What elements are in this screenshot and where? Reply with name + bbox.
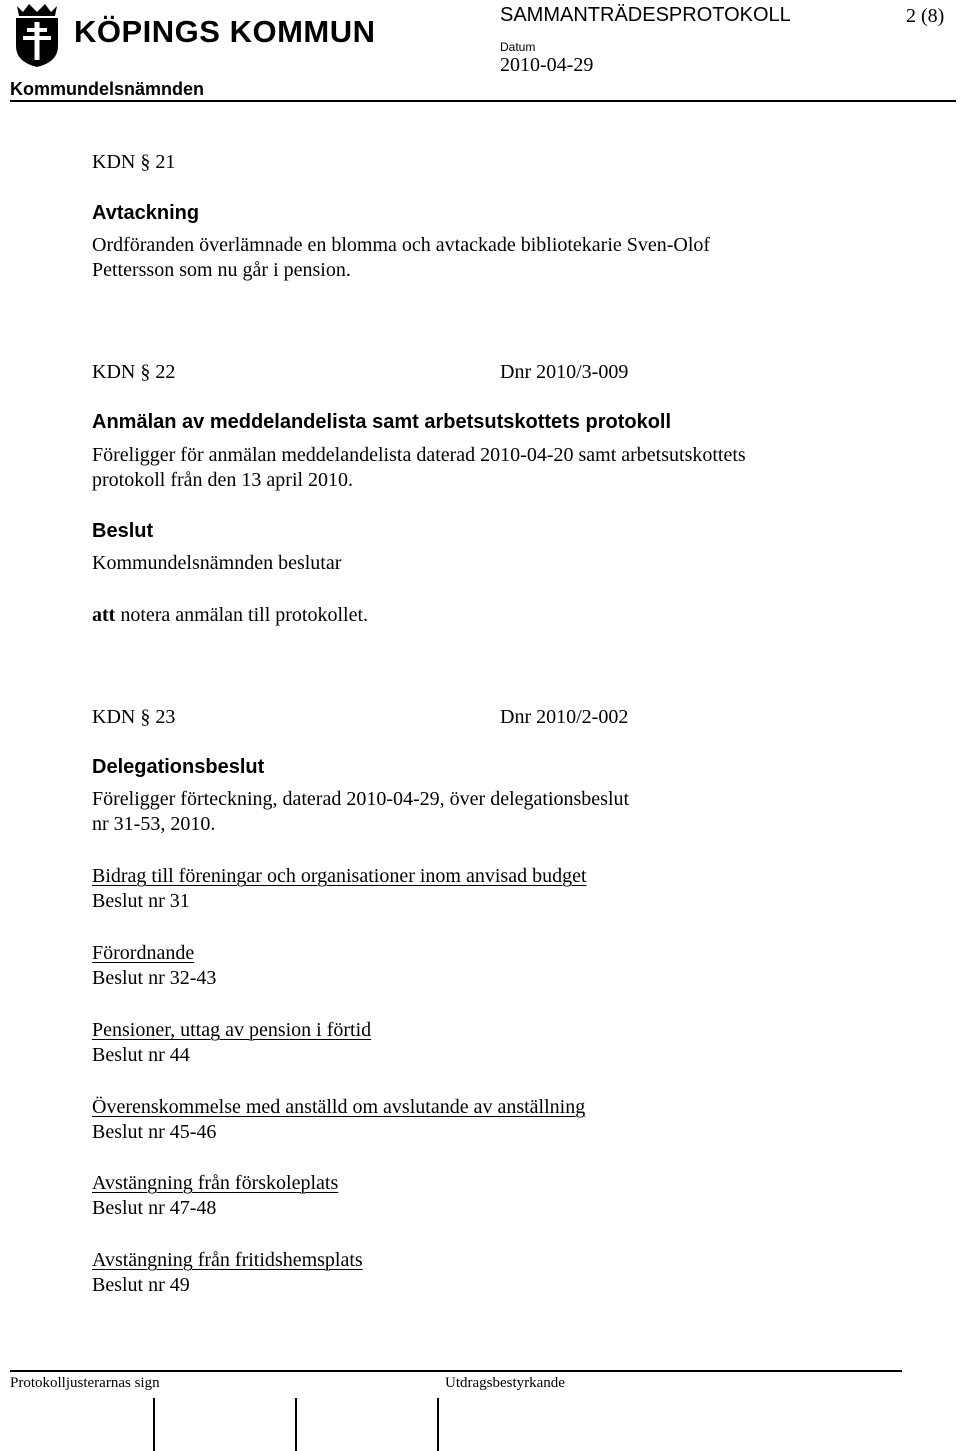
delegation-item-5-heading: Avstängning från förskoleplats [92, 1172, 339, 1194]
kdn21-text-line-2: Pettersson som nu går i pension. [92, 259, 351, 281]
coat-of-arms-icon [14, 2, 60, 68]
kdn23-title: Delegationsbeslut [92, 756, 265, 778]
header-rule [10, 100, 956, 102]
kdn22-text-line-1: Föreligger för anmälan meddelandelista daterad 2010-04-20 samt arbetsutskottets [92, 444, 746, 466]
delegation-item-1-heading: Bidrag till föreningar och organisationer inom anvisad budget [92, 865, 587, 887]
page-number: 2 (8) [906, 5, 945, 27]
kdn22-dnr: Dnr 2010/3-009 [500, 361, 629, 383]
kdn22-text-line-2: protokoll från den 13 april 2010. [92, 469, 354, 491]
kdn22-decision [92, 603, 368, 628]
delegation-item-3-heading: Pensioner, uttag av pension i förtid [92, 1019, 372, 1041]
kdn23-text-line-1: Föreligger förteckning, daterad 2010-04-29, över delegationsbeslut [92, 788, 630, 810]
delegation-item-6-heading: Avstängning från fritidshemsplats [92, 1249, 363, 1271]
kdn22-title: Anmälan av meddelandelista samt arbetsutskottets protokoll [92, 411, 672, 433]
delegation-item-4-heading: Överenskommelse med anställd om avslutande av anställning [92, 1096, 586, 1118]
kdn21-text-line-1: Ordföranden överlämnade en blomma och avtackade bibliotekarie Sven-Olof [92, 234, 711, 256]
kdn23-number: KDN § 23 [92, 706, 176, 728]
delegation-item-1-ref: Beslut nr 31 [92, 890, 190, 912]
date-label: Datum [500, 40, 536, 54]
delegation-item-2-ref: Beslut nr 32-43 [92, 967, 217, 989]
delegation-item-2-heading: Förordnande [92, 942, 195, 964]
kdn22-beslut-heading: Beslut [92, 520, 154, 542]
delegation-item-4-ref: Beslut nr 45-46 [92, 1121, 217, 1143]
delegation-item-3-ref: Beslut nr 44 [92, 1044, 190, 1066]
kdn21-number: KDN § 21 [92, 151, 176, 173]
footer-rule [10, 1370, 902, 1372]
kdn22-number: KDN § 22 [92, 361, 176, 383]
signature-box-divider-1 [153, 1398, 155, 1451]
att-word: att [92, 604, 116, 626]
org-name: KÖPINGS KOMMUN [74, 14, 376, 49]
signature-box-divider-3 [437, 1398, 439, 1451]
kdn21-title: Avtackning [92, 202, 200, 224]
delegation-item-5-ref: Beslut nr 47-48 [92, 1197, 217, 1219]
signature-label: Protokolljusterarnas sign [10, 1375, 160, 1391]
signature-box-divider-2 [295, 1398, 297, 1451]
committee-name: Kommundelsnämnden [10, 79, 205, 99]
decision-text: notera anmälan till protokollet. [115, 604, 369, 626]
delegation-item-6-ref: Beslut nr 49 [92, 1274, 190, 1296]
document-type: SAMMANTRÄDESPROTOKOLL [500, 4, 791, 26]
meeting-date: 2010-04-29 [500, 54, 594, 76]
extract-label: Utdragsbestyrkande [445, 1375, 565, 1391]
logo [14, 2, 376, 70]
kdn23-text-line-2: nr 31-53, 2010. [92, 813, 216, 835]
kdn23-dnr: Dnr 2010/2-002 [500, 706, 629, 728]
kdn22-beslut-intro: Kommundelsnämnden beslutar [92, 552, 342, 574]
